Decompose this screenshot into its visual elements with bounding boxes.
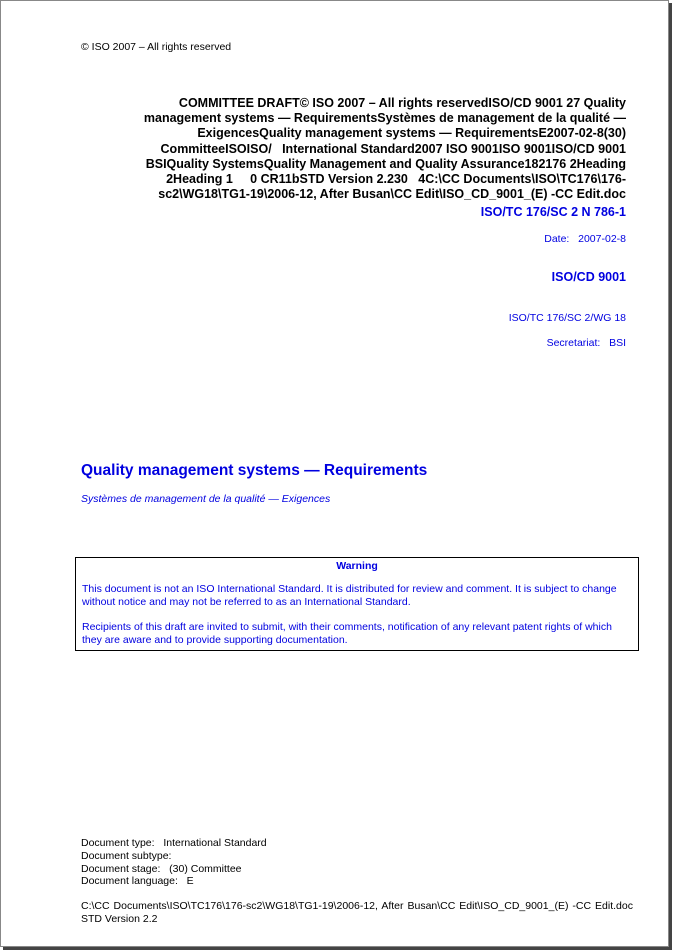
meta-row [81, 850, 267, 863]
header-line: BSIQuality SystemsQuality Management and Quality Assurance182176 2Heading [145, 156, 626, 171]
warning-paragraph: This document is not an ISO International Standard. It is distributed for review and comment. It is subject to change without notice and may not be referred to as an International Standard. [82, 583, 617, 608]
meta-label: Document type: [81, 837, 155, 849]
meta-value: International Standard [163, 837, 267, 849]
meta-label: Document subtype: [81, 849, 172, 862]
page-subtitle: Systèmes de management de la qualité — Exigences [81, 493, 331, 505]
document-metadata [81, 837, 267, 888]
committee: ISO/TC 176/SC 2/WG 18 [508, 312, 626, 324]
header-line: CommitteeISOISO/ International Standard2007 ISO 9001ISO 9001ISO/CD 9001 [160, 141, 626, 156]
warning-paragraph: Recipients of this draft are invited to submit, with their comments, notification of any relevant patent rights of which they are aware and to provide supporting documentation. [82, 621, 612, 646]
header-line: ExigencesQuality management systems — RequirementsE2007-02-8(30) [197, 126, 626, 141]
header-line: 2Heading 1 0 CR11bSTD Version 2.230 4C:\CC Documents\ISO\TC176\176- [166, 172, 626, 187]
secretariat-line [547, 337, 626, 349]
meta-row [81, 875, 267, 888]
meta-value: (30) Committee [169, 862, 242, 875]
meta-value: E [186, 875, 194, 888]
date-label: Date: [544, 233, 570, 245]
date-value: 2007-02-8 [578, 233, 626, 245]
meta-row [81, 837, 267, 850]
meta-label: Document language: [81, 875, 178, 888]
header-block [86, 96, 626, 202]
warning-heading: Warning [336, 560, 378, 572]
secretariat-label: Secretariat: [546, 337, 601, 349]
page-title: Quality management systems — Requirements [81, 462, 428, 479]
copyright-notice: © ISO 2007 – All rights reserved [81, 41, 232, 53]
date-line [544, 233, 626, 245]
warning-box [75, 557, 639, 651]
header-line: COMMITTEE DRAFT© ISO 2007 – All rights reservedISO/CD 9001 27 Quality [178, 96, 626, 110]
meta-label: Document stage: [81, 862, 161, 875]
header-line: management systems — RequirementsSystèmes de management de la qualité — [143, 111, 626, 126]
document-reference: ISO/TC 176/SC 2 N 786-1 [480, 205, 626, 219]
meta-row [81, 863, 267, 876]
document-number: ISO/CD 9001 [551, 270, 626, 284]
footer-file-path: C:\CC Documents\ISO\TC176\176-sc2\WG18\TG1-19\2006-12, After Busan\CC Edit\ISO_CD_9001_(E) -CC Edit.doc STD Version 2.2 [81, 900, 633, 925]
secretariat-value: BSI [609, 337, 626, 349]
header-line: sc2\WG18\TG1-19\2006-12, After Busan\CC Edit\ISO_CD_9001_(E) -CC Edit.doc [158, 187, 626, 202]
